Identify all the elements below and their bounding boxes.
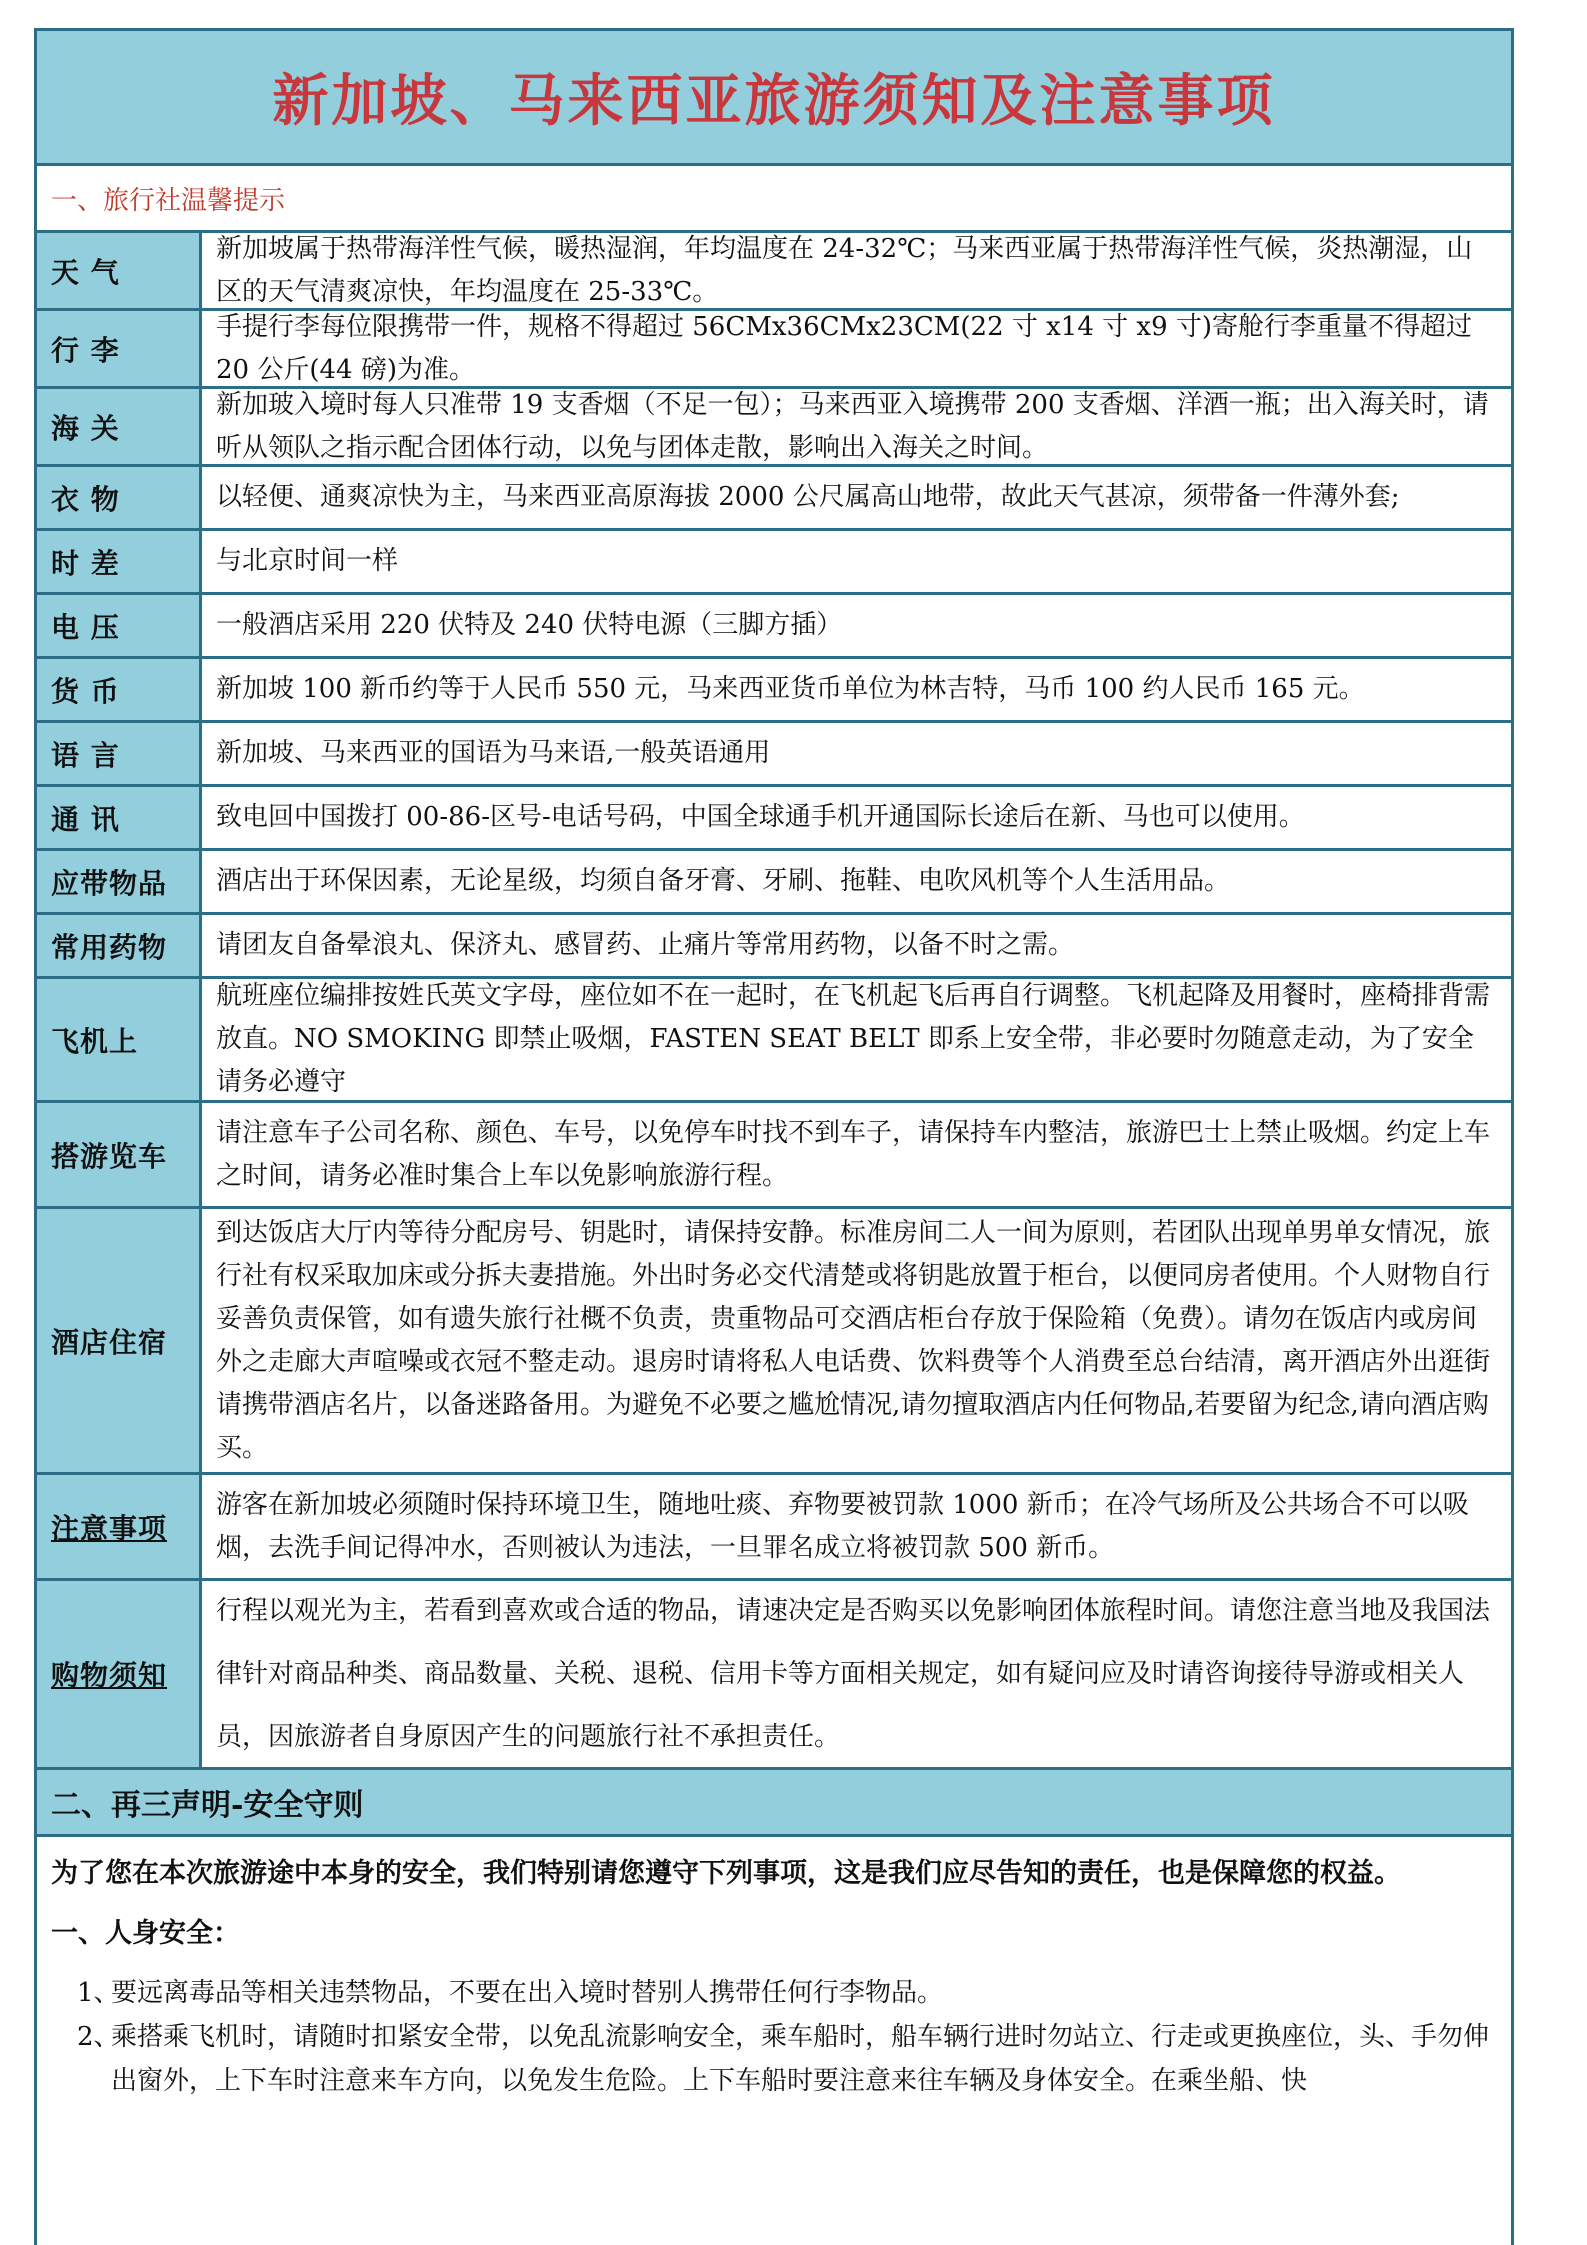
- row-label: [37, 1581, 202, 1767]
- section1-heading: 一、旅行社温馨提示: [37, 166, 1511, 233]
- title-bar: [37, 31, 1511, 166]
- row-content: 手提行李每位限携带一件，规格不得超过 56CMx36CMx23CM(22 寸 x14 寸 x9 寸)寄舱行李重量不得超过 20 公斤(44 磅)为准。: [216, 311, 1473, 385]
- row-content: 请注意车子公司名称、颜色、车号，以免停车时找不到车子，请保持车内整洁，旅游巴士上禁止吸烟。约定上车之时间，请务必准时集合上车以免影响旅游行程。: [216, 1117, 1491, 1191]
- row-label: 飞机上: [37, 979, 202, 1100]
- list-item-number: 2、: [77, 2022, 120, 2052]
- table-row: [37, 723, 1511, 787]
- row-content: 航班座位编排按姓氏英文字母，座位如不在一起时，在飞机起飞后再自行调整。飞机起降及用餐时，座椅排背需放直。NO SMOKING 即禁止吸烟，FASTEN SEAT BELT 即系上安全带，非必要时勿随意走动，为了安全请务必遵守: [216, 981, 1491, 1097]
- table-row: [37, 311, 1511, 389]
- row-content: 行程以观光为主，若看到喜欢或合适的物品，请速决定是否购买以免影响团体旅程时间。请您注意当地及我国法律针对商品种类、商品数量、关税、退税、信用卡等方面相关规定，如有疑问应及时请咨询接待导游或相关人员，因旅游者自身原因产生的问题旅行社不承担责任。: [216, 1595, 1491, 1752]
- row-content: 到达饭店大厅内等待分配房号、钥匙时，请保持安静。标准房间二人一间为原则，若团队出现单男单女情况，旅行社有权采取加床或分拆夫妻措施。外出时务必交代清楚或将钥匙放置于柜台，以便同房者使用。个人财物自行妥善负责保管，如有遗失旅行社概不负责，贵重物品可交酒店柜台存放于保险箱（免费）。请勿在饭店内或房间外之走廊大声喧噪或衣冠不整走动。退房时请将私人电话费、饮料费等个人消费至总台结清，离开酒店外出逛街请携带酒店名片，以备迷路备用。为避免不必要之尴尬情况,请勿擅取酒店内任何物品,若要留为纪念,请向酒店购买。: [216, 1217, 1491, 1463]
- row-content: 致电回中国拨打 00-86-区号-电话号码，中国全球通手机开通国际长途后在新、马也可以使用。: [216, 802, 1305, 832]
- row-label: 时 差: [37, 531, 202, 592]
- document-page: [34, 28, 1514, 2245]
- row-label: 电 压: [37, 595, 202, 656]
- row-label: 海 关: [37, 389, 202, 464]
- row-content: 新加玻入境时每人只准带 19 支香烟（不足一包）；马来西亚入境携带 200 支香烟、洋酒一瓶；出入海关时，请听从领队之指示配合团体行动，以免与团体走散，影响出入海关之时间。: [216, 389, 1489, 463]
- row-label: 语 言: [37, 723, 202, 784]
- row-content: 与北京时间一样: [216, 546, 399, 576]
- row-content: 以轻便、通爽凉快为主，马来西亚高原海拔 2000 公尺属高山地带，故此天气甚凉，须带备一件薄外套;: [216, 482, 1400, 512]
- table-row: [37, 1581, 1511, 1770]
- row-label: 常用药物: [37, 915, 202, 976]
- table-row: [37, 595, 1511, 659]
- safety-list: [37, 1957, 1511, 2103]
- table-row: [37, 1209, 1511, 1475]
- page-title: 新加坡、马来西亚旅游须知及注意事项: [272, 68, 1276, 134]
- list-item-number: 1、: [77, 1978, 120, 2008]
- row-label: 酒店住宿: [37, 1209, 202, 1472]
- table-row: [37, 1103, 1511, 1209]
- row-label: 应带物品: [37, 851, 202, 912]
- list-item-text: 乘搭乘飞机时，请随时扣紧安全带，以免乱流影响安全，乘车船时，船车辆行进时勿站立、行走或更换座位，头、手勿伸出窗外，上下车时注意来车方向，以免发生危险。上下车船时要注意来往车辆及身体安全。在乘坐船、快: [111, 2022, 1490, 2096]
- row-content: 新加坡、马来西亚的国语为马来语,一般英语通用: [216, 738, 771, 768]
- row-content: 请团友自备晕浪丸、保济丸、感冒药、止痛片等常用药物，以备不时之需。: [216, 930, 1075, 960]
- table-row: [37, 851, 1511, 915]
- table-row: [37, 979, 1511, 1103]
- table-row: [37, 233, 1511, 311]
- safety-intro: 为了您在本次旅游途中本身的安全，我们特别请您遵守下列事项，这是我们应尽告知的责任，也是保障您的权益。: [51, 1858, 1401, 1889]
- list-item: [77, 1971, 1497, 2015]
- row-content: 一般酒店采用 220 伏特及 240 伏特电源（三脚方插）: [216, 610, 843, 640]
- row-content: 酒店出于环保因素，无论星级，均须自备牙膏、牙刷、拖鞋、电吹风机等个人生活用品。: [216, 866, 1231, 896]
- row-content: 新加坡属于热带海洋性气候，暖热湿润，年均温度在 24-32℃；马来西亚属于热带海洋性气候，炎热潮湿，山区的天气清爽凉快，年均温度在 25-33℃。: [216, 233, 1473, 307]
- row-label: [37, 1475, 202, 1578]
- table-row: [37, 531, 1511, 595]
- row-label: 行 李: [37, 311, 202, 386]
- list-item: [77, 2015, 1497, 2103]
- table-row: [37, 1475, 1511, 1581]
- row-label: 通 讯: [37, 787, 202, 848]
- row-label: 天 气: [37, 233, 202, 308]
- row-content: 新加坡 100 新币约等于人民币 550 元，马来西亚货币单位为林吉特，马币 100 约人民币 165 元。: [216, 674, 1365, 704]
- row-label: 货 币: [37, 659, 202, 720]
- row-label-text: 注意事项: [51, 1511, 168, 1545]
- table-row: [37, 467, 1511, 531]
- table-row: [37, 659, 1511, 723]
- section2-heading: 二、再三声明-安全守则: [37, 1770, 1511, 1837]
- list-item-text: 要远离毒品等相关违禁物品，不要在出入境时替别人携带任何行李物品。: [111, 1978, 944, 2008]
- personal-safety-heading: 一、人身安全：: [51, 1918, 240, 1949]
- table-row: [37, 389, 1511, 467]
- row-label-text: 购物须知: [51, 1659, 168, 1692]
- row-label: 搭游览车: [37, 1103, 202, 1206]
- row-label: 衣 物: [37, 467, 202, 528]
- table-row: [37, 787, 1511, 851]
- table-row: [37, 915, 1511, 979]
- row-content: 游客在新加坡必须随时保持环境卫生，随地吐痰、弃物要被罚款 1000 新币；在冷气场所及公共场合不可以吸烟，去洗手间记得冲水，否则被认为违法，一旦罪名成立将被罚款 500 新币。: [216, 1489, 1469, 1563]
